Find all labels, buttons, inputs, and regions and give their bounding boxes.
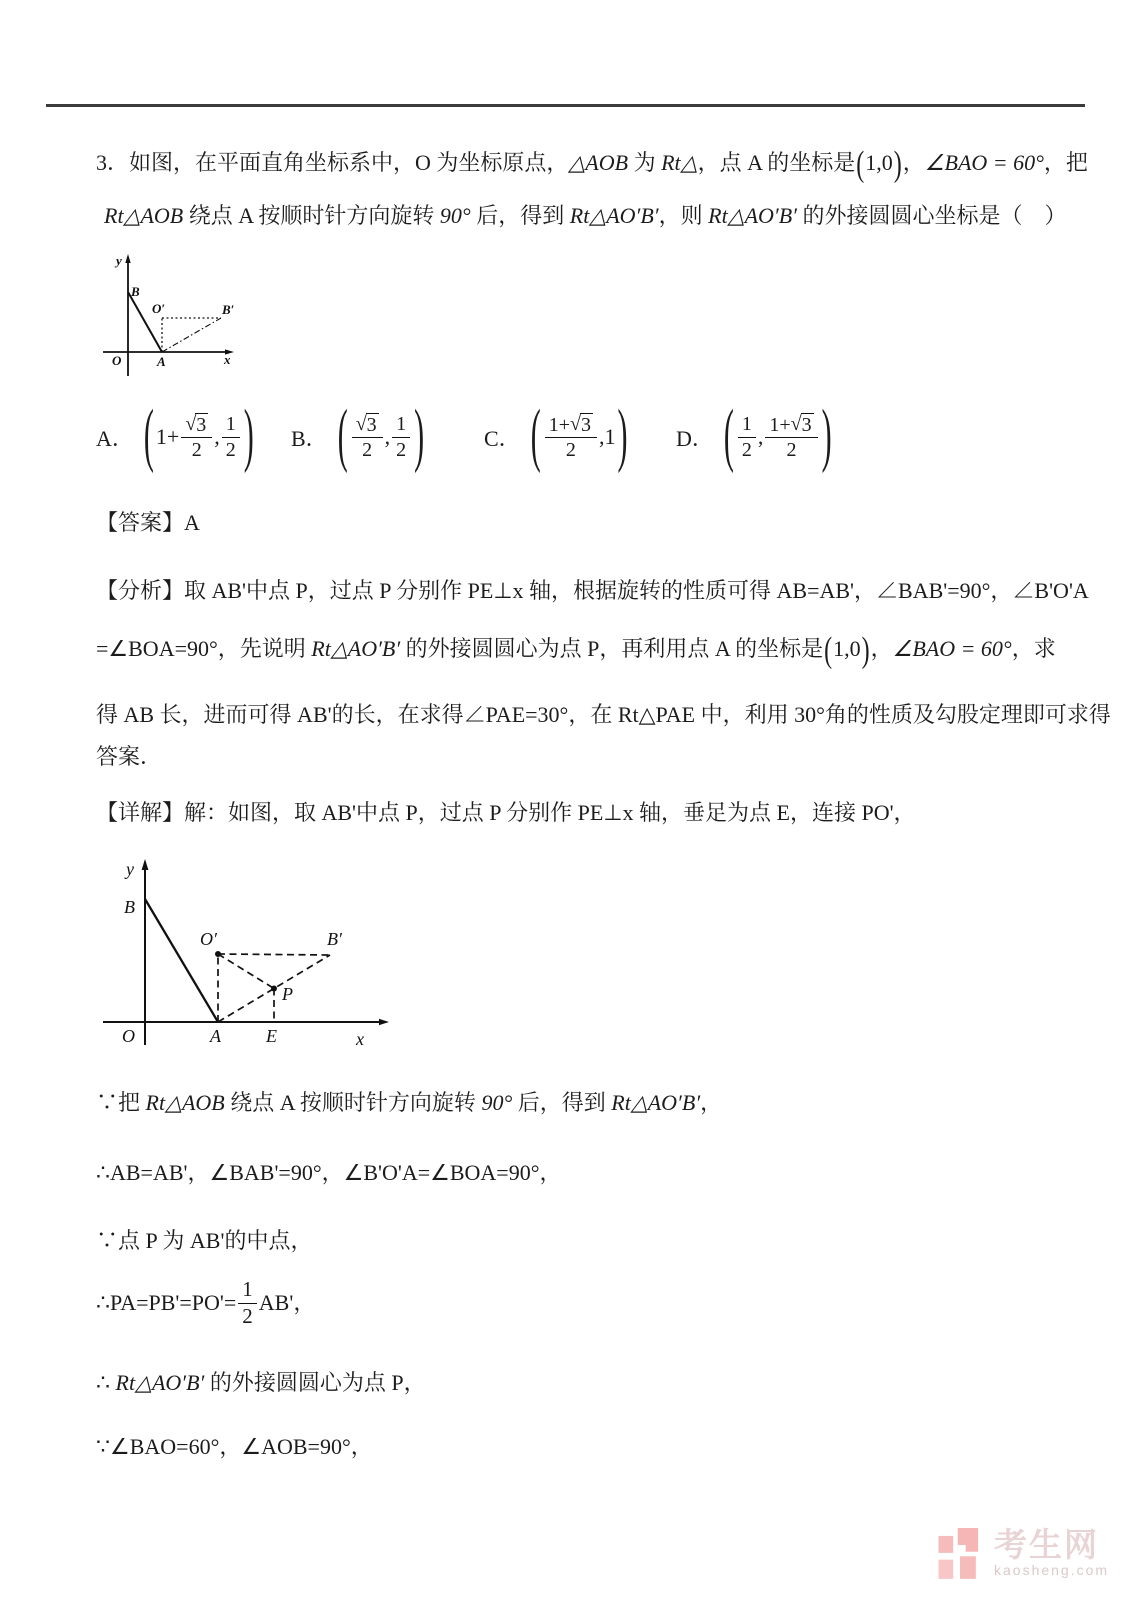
- point-P: [271, 986, 277, 992]
- label-B: B: [131, 284, 140, 299]
- text-segment: 后，得到: [512, 1090, 612, 1115]
- text-segment: 1: [741, 413, 752, 436]
- analysis-line-3: [96, 700, 1111, 730]
- watermark-text: [994, 1528, 1109, 1578]
- text-segment: Rt△AO′B′: [569, 203, 659, 228]
- text-segment: (: [143, 397, 154, 475]
- sqrt-radical: √ 3: [185, 412, 207, 436]
- label-O-prime: O′: [200, 929, 217, 949]
- text-segment: ，: [700, 1090, 723, 1115]
- text-segment: 得 AB 长，进而可得 AB'的长，在求得∠PAE=30°，在 Rt△PAE 中，利用 30°角的性质及勾股定理即可求得: [96, 702, 1111, 727]
- detail-step-2: [96, 1158, 562, 1188]
- text-segment: Rt△AO′B′: [611, 1090, 701, 1115]
- text-segment: 后，得到: [470, 203, 570, 228]
- text-segment: 1+: [155, 424, 180, 449]
- text-segment: Rt△AO′B′: [115, 1370, 205, 1395]
- watermark-brand: 考生网: [994, 1526, 1099, 1563]
- text-segment: 2: [786, 439, 797, 461]
- text-segment: ，求: [1011, 636, 1056, 661]
- label-x: x: [224, 352, 231, 367]
- segment-OprimeBprime: [218, 954, 330, 955]
- text-segment: ): [821, 397, 832, 475]
- text-segment: Rt△: [661, 150, 698, 175]
- point-O-prime: [215, 951, 221, 957]
- option-d-math: [722, 397, 834, 475]
- label-O: O: [122, 1026, 135, 1046]
- option-a: [96, 395, 256, 479]
- text-segment: 90°: [439, 203, 471, 228]
- text-segment: (: [824, 631, 833, 671]
- watermark-domain: kaosheng.com: [994, 1562, 1110, 1578]
- text-segment: Rt△AOB: [104, 203, 184, 228]
- text-segment: 2: [191, 439, 202, 461]
- header-rule: [46, 104, 1085, 107]
- detail-step-1: [96, 1088, 722, 1118]
- option-b-label: B．: [291, 425, 328, 451]
- fraction: [181, 413, 212, 462]
- option-c-math: [529, 397, 630, 475]
- text-segment: ∵∠BAO=60°，∠AOB=90°，: [96, 1434, 373, 1459]
- text-segment: 的外接圆圆心为点 P，再利用点 A 的坐标是: [400, 636, 824, 661]
- fraction: [352, 413, 383, 462]
- sqrt-radical: √ 3: [355, 412, 377, 436]
- text-segment: =∠BOA=90°，先说明: [96, 636, 312, 661]
- option-a-label: A．: [96, 425, 134, 451]
- text-segment: ,: [384, 424, 391, 449]
- text-segment: 绕点 A 按顺时针方向旋转: [183, 203, 440, 228]
- label-P: P: [282, 984, 293, 1004]
- text-segment: 3．如图，在平面直角坐标系中，O 为坐标原点，: [96, 150, 569, 175]
- text-segment: ∴: [96, 1370, 116, 1395]
- text-segment: △AOB: [568, 150, 629, 175]
- text-segment: ): [893, 145, 902, 185]
- figure-rotation-small: [100, 252, 250, 380]
- text-segment: ∵把: [96, 1090, 146, 1115]
- detail-intro-line: [96, 798, 916, 828]
- text-segment: (: [530, 397, 541, 475]
- fraction: [545, 413, 597, 462]
- label-B-prime: B′: [327, 929, 342, 949]
- watermark: [934, 1528, 1119, 1592]
- text-segment: ，: [902, 150, 925, 175]
- figure-rotation-large: [100, 853, 400, 1048]
- option-d-label: D．: [676, 425, 714, 451]
- segment-BA: [145, 899, 218, 1022]
- text-segment: 2: [242, 1303, 253, 1328]
- fraction: [222, 413, 240, 461]
- answer-line: [96, 508, 200, 538]
- text-segment: ,: [757, 424, 764, 449]
- text-segment: ): [243, 397, 254, 475]
- fraction: [392, 413, 410, 461]
- text-segment: 2: [565, 439, 576, 461]
- detail-step-4: [96, 1274, 315, 1332]
- question-line-1: [96, 145, 1088, 185]
- label-O-prime: O′: [152, 301, 166, 316]
- fraction: [738, 413, 756, 461]
- label-A: A: [157, 354, 166, 369]
- answer-value: A: [184, 510, 200, 535]
- detail-step-6: [96, 1432, 373, 1462]
- x-axis-arrow-icon: [379, 1019, 389, 1025]
- label-E: E: [266, 1026, 277, 1046]
- text-segment: Rt△AO′B′: [311, 636, 401, 661]
- text-segment: ,: [214, 424, 220, 449]
- question-line-2: [104, 201, 1067, 231]
- fraction: [765, 413, 817, 462]
- segment-OprimeP: [218, 954, 274, 989]
- text-segment: ∠BAO = 60°: [892, 636, 1012, 661]
- detail-step-3: [96, 1226, 312, 1256]
- text-segment: 绕点 A 按顺时针方向旋转: [224, 1090, 482, 1115]
- fraction: [238, 1278, 257, 1328]
- text-segment: 2: [362, 439, 373, 461]
- text-segment: 1: [396, 413, 407, 436]
- text-segment: 1,0: [865, 150, 893, 175]
- label-B-prime: B′: [222, 302, 235, 317]
- label-y: y: [126, 859, 134, 879]
- text-segment: ): [861, 631, 870, 671]
- text-segment: (: [723, 397, 734, 475]
- text-segment: 2: [225, 438, 236, 461]
- option-b: [291, 395, 426, 479]
- detail-step-5: [96, 1368, 426, 1398]
- text-segment: 1: [242, 1276, 253, 1301]
- text-segment: ，点 A 的坐标是: [697, 150, 856, 175]
- text-segment: 1: [225, 413, 236, 436]
- text-segment: Rt△AO′B′: [708, 203, 797, 228]
- analysis-line-4: [96, 742, 162, 772]
- text-segment: 1+: [548, 413, 570, 436]
- segment-ABprime: [162, 318, 221, 352]
- analysis-line-1: [96, 576, 1089, 606]
- label-B: B: [124, 897, 135, 917]
- sqrt-radical: √ 3: [790, 412, 812, 436]
- option-c: [484, 395, 629, 479]
- text-segment: 1,0: [833, 636, 861, 661]
- option-a-math: [142, 397, 256, 475]
- text-segment: 为: [628, 150, 662, 175]
- text-segment: ，则: [658, 203, 709, 228]
- text-segment: 答案．: [96, 744, 163, 769]
- text-segment: ∴PA=PB'=PO'=: [96, 1290, 237, 1315]
- text-segment: 2: [741, 438, 752, 461]
- text-segment: 90°: [481, 1090, 513, 1115]
- answer-label: 【答案】: [96, 510, 185, 535]
- text-segment: ，: [870, 636, 893, 661]
- option-c-label: C．: [484, 425, 521, 451]
- text-segment: ，把: [1043, 150, 1088, 175]
- kaosheng-logo-icon: [934, 1528, 986, 1580]
- analysis-line-2: [96, 631, 1056, 671]
- text-segment: (: [856, 145, 865, 185]
- text-segment: ∴AB=AB'，∠BAB'=90°，∠B'O'A=∠BOA=90°，: [96, 1160, 562, 1185]
- label-x: x: [356, 1029, 364, 1048]
- label-O: O: [112, 353, 122, 368]
- text-segment: 【分析】取 AB'中点 P，过点 P 分别作 PE⊥x 轴，根据旋转的性质可得 AB=AB'，∠BAB'=90°，∠B'O'A: [96, 578, 1089, 603]
- text-segment: 的外接圆圆心坐标是（ ）: [796, 203, 1067, 228]
- y-axis-arrow-icon: [142, 859, 149, 870]
- text-segment: ∠BAO = 60°: [924, 150, 1044, 175]
- text-segment: (: [337, 397, 348, 475]
- sqrt-radical: √ 3: [569, 412, 591, 436]
- option-b-math: [336, 397, 426, 475]
- text-segment: ): [414, 397, 425, 475]
- option-d: [676, 395, 834, 479]
- text-segment: 的外接圆圆心为点 P，: [204, 1370, 426, 1395]
- text-segment: ∵点 P 为 AB'的中点，: [96, 1228, 313, 1253]
- text-segment: 1+: [769, 413, 791, 436]
- text-segment: AB'，: [258, 1290, 316, 1315]
- label-A: A: [210, 1026, 221, 1046]
- y-axis-arrow-icon: [125, 254, 130, 263]
- text-segment: ): [617, 397, 628, 475]
- text-segment: 【详解】解：如图，取 AB'中点 P，过点 P 分别作 PE⊥x 轴，垂足为点 E，连接 PO'，: [96, 800, 916, 825]
- text-segment: Rt△AOB: [145, 1090, 225, 1115]
- text-segment: 2: [396, 438, 407, 461]
- label-y: y: [116, 253, 122, 268]
- text-segment: ,1: [598, 424, 616, 449]
